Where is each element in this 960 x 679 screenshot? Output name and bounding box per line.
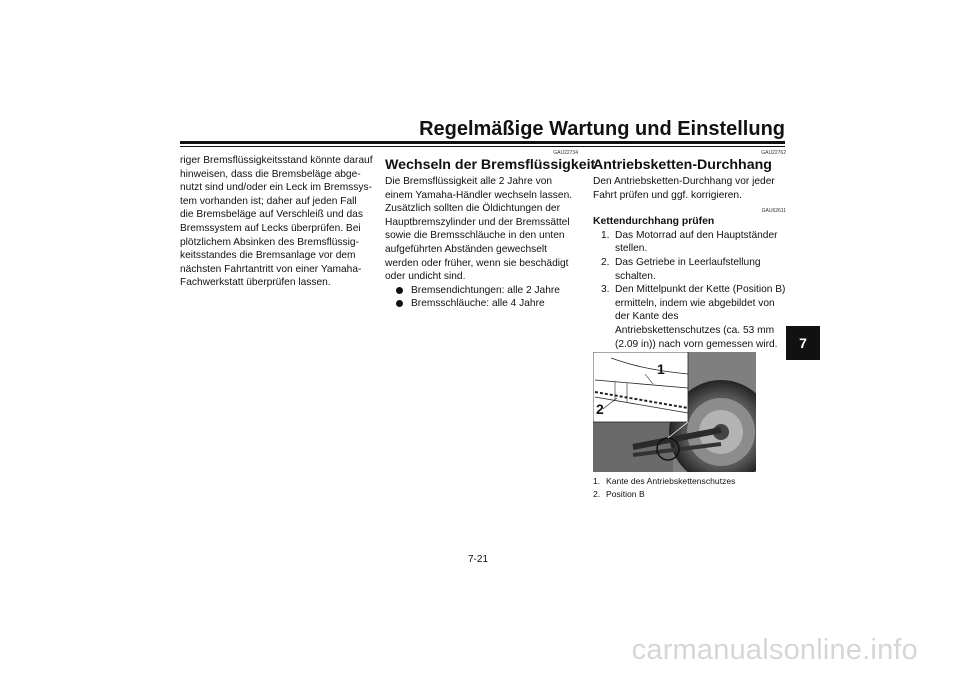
step-text: Das Motorrad auf den Hauptständer stellen. <box>615 229 778 255</box>
step-item <box>593 229 786 256</box>
step-number: 1. <box>601 229 610 241</box>
subsection-heading: Kettendurchhang prüfen <box>593 216 715 228</box>
bullet-icon <box>396 300 403 307</box>
column-3 <box>593 150 786 351</box>
section-heading: Wechseln der Bremsflüssigkeit <box>385 157 596 173</box>
page-title: Regelmäßige Wartung und Einstellung <box>419 118 785 140</box>
caption-number: 1. <box>593 476 601 486</box>
step-item <box>593 256 786 283</box>
bullet-icon <box>396 287 403 294</box>
step-item <box>593 283 786 351</box>
figure-caption <box>593 475 783 501</box>
section-heading: Antriebsketten-Durchhang <box>593 157 772 173</box>
column-2 <box>385 150 596 311</box>
caption-text: Position B <box>606 489 645 499</box>
intro-paragraph: riger Bremsflüssigkeitsstand könnte darauf hinweisen, dass die Bremsbeläge abgenutzt sind und/oder ein Leck im Bremssystem vorhanden ist; daher auf jeden Fall die Bremsbeläge auf Verschleiß und das Bremssystem auf Lecks überprüfen. Bei plötzlichem Absinken des Bremsflüssigkeitsstandes die Bremsanlage vor dem nächsten Fahrtantritt von einer Yamaha-Fachwerkstatt überprüfen lassen. <box>180 155 373 289</box>
callout-label-1: 1 <box>657 361 665 377</box>
callout-label-2: 2 <box>596 401 604 417</box>
header-rule <box>180 141 785 144</box>
list-item <box>385 284 578 298</box>
chapter-tab: 7 <box>786 326 820 360</box>
section-code: GAU22734 <box>553 150 578 156</box>
watermark: carmanualsonline.info <box>631 634 918 666</box>
step-text: Das Getriebe in Leerlaufstellung schalten. <box>615 256 761 282</box>
caption-text: Kante des Antriebskettenschutzes <box>606 476 736 486</box>
caption-item <box>593 475 783 488</box>
bullet-list <box>385 284 578 311</box>
caption-item <box>593 488 783 501</box>
column-1 <box>180 154 373 290</box>
page-number: 7-21 <box>468 554 489 565</box>
section-code: GAU22762 <box>761 150 786 156</box>
section-paragraph: Die Bremsflüssigkeit alle 2 Jahre von einem Yamaha-Händler wechseln lassen. Zusätzlich sollten die Öldichtungen der Hauptbremszylinder und der Bremssättel sowie die Bremsschläuche in den unten aufgeführten Abständen gewechselt werden oder früher, wenn sie beschädigt oder undicht sind. <box>385 176 573 283</box>
step-number: 2. <box>601 256 610 268</box>
chain-slack-figure <box>593 352 756 472</box>
subsection-code: GAU62611 <box>761 208 786 215</box>
section-paragraph: Den Antriebsketten-Durchhang vor jeder Fahrt prüfen und ggf. korrigieren. <box>593 176 775 201</box>
list-item-text: Bremsschläuche: alle 4 Jahre <box>411 298 545 310</box>
step-list <box>593 229 786 351</box>
header-rule-thin <box>180 146 785 147</box>
list-item-text: Bremsendichtungen: alle 2 Jahre <box>411 284 560 296</box>
motorcycle-rear-illustration <box>593 352 756 472</box>
caption-number: 2. <box>593 489 601 499</box>
step-text: Den Mittelpunkt der Kette (Position B) ermitteln, indem wie abgebildet von der Kante des Antriebskettenschutzes (ca. 53 mm (2.09 in)) nach vorn gemessen wird. <box>615 284 786 350</box>
list-item <box>385 297 578 311</box>
step-number: 3. <box>601 284 610 296</box>
